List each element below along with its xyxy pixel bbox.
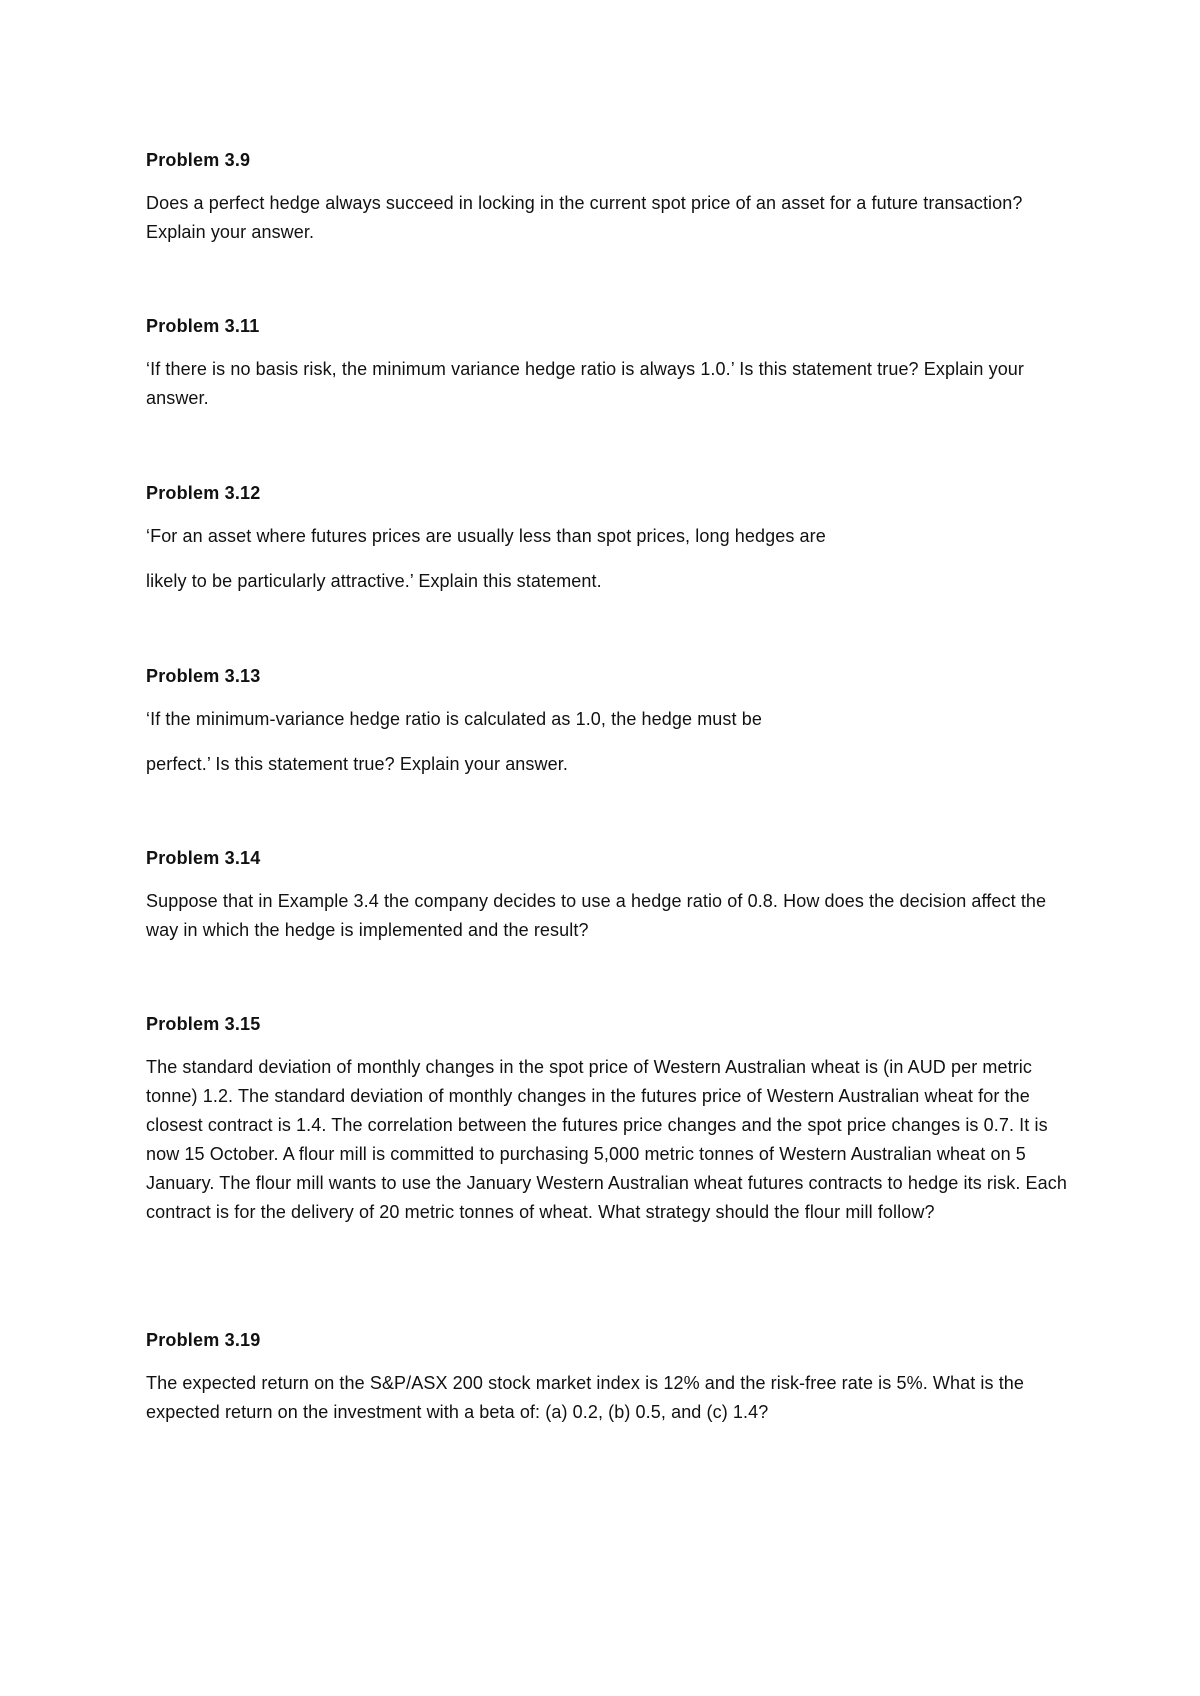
problem-heading: Problem 3.13 <box>146 666 261 686</box>
problem-heading: Problem 3.14 <box>146 848 261 868</box>
problem-3-14 <box>146 844 1076 945</box>
problem-heading: Problem 3.19 <box>146 1330 261 1350</box>
problem-3-9 <box>146 146 1076 247</box>
problem-text: The standard deviation of monthly changes in the spot price of Western Australian wheat is (in AUD per metric tonne) 1.2. The standard deviation of monthly changes in the futures price of Western Australian wheat for the closest contract is 1.4. The correlation between the futures price changes and the spot price changes is 0.7. It is now 15 October. A flour mill is committed to purchasing 5,000 metric tonnes of Western Australian wheat on 5 January. The flour mill wants to use the January Western Australian wheat futures contracts to hedge its risk. Each contract is for the delivery of 20 metric tonnes of wheat. What strategy should the flour mill follow? <box>146 1057 1067 1222</box>
problem-heading: Problem 3.11 <box>146 316 260 336</box>
problem-heading: Problem 3.12 <box>146 483 261 503</box>
problem-3-19 <box>146 1326 1076 1427</box>
problem-text: The expected return on the S&P/ASX 200 stock market index is 12% and the risk-free rate is 5%. What is the expected return on the investment with a beta of: (a) 0.2, (b) 0.5, and (c) 1.4? <box>146 1373 1025 1422</box>
problem-text: likely to be particularly attractive.’ Explain this statement. <box>146 571 602 591</box>
problem-text: Suppose that in Example 3.4 the company decides to use a hedge ratio of 0.8. How does the decision affect the way in which the hedge is implemented and the result? <box>146 891 1047 940</box>
problem-text: perfect.’ Is this statement true? Explain your answer. <box>146 754 568 774</box>
problem-heading: Problem 3.9 <box>146 150 251 170</box>
problem-heading: Problem 3.15 <box>146 1014 261 1034</box>
problem-text: ‘If the minimum-variance hedge ratio is calculated as 1.0, the hedge must be <box>146 709 762 729</box>
problem-text: Does a perfect hedge always succeed in locking in the current spot price of an asset for a future transaction? Explain your answer. <box>146 193 1023 242</box>
problem-3-13 <box>146 662 1076 779</box>
problem-3-11 <box>146 312 1076 413</box>
problem-3-12 <box>146 479 1076 596</box>
problem-text: ‘For an asset where futures prices are usually less than spot prices, long hedges are <box>146 526 826 546</box>
problem-3-15 <box>146 1010 1076 1227</box>
problem-text: ‘If there is no basis risk, the minimum variance hedge ratio is always 1.0.’ Is this statement true? Explain your answer. <box>146 359 1025 408</box>
